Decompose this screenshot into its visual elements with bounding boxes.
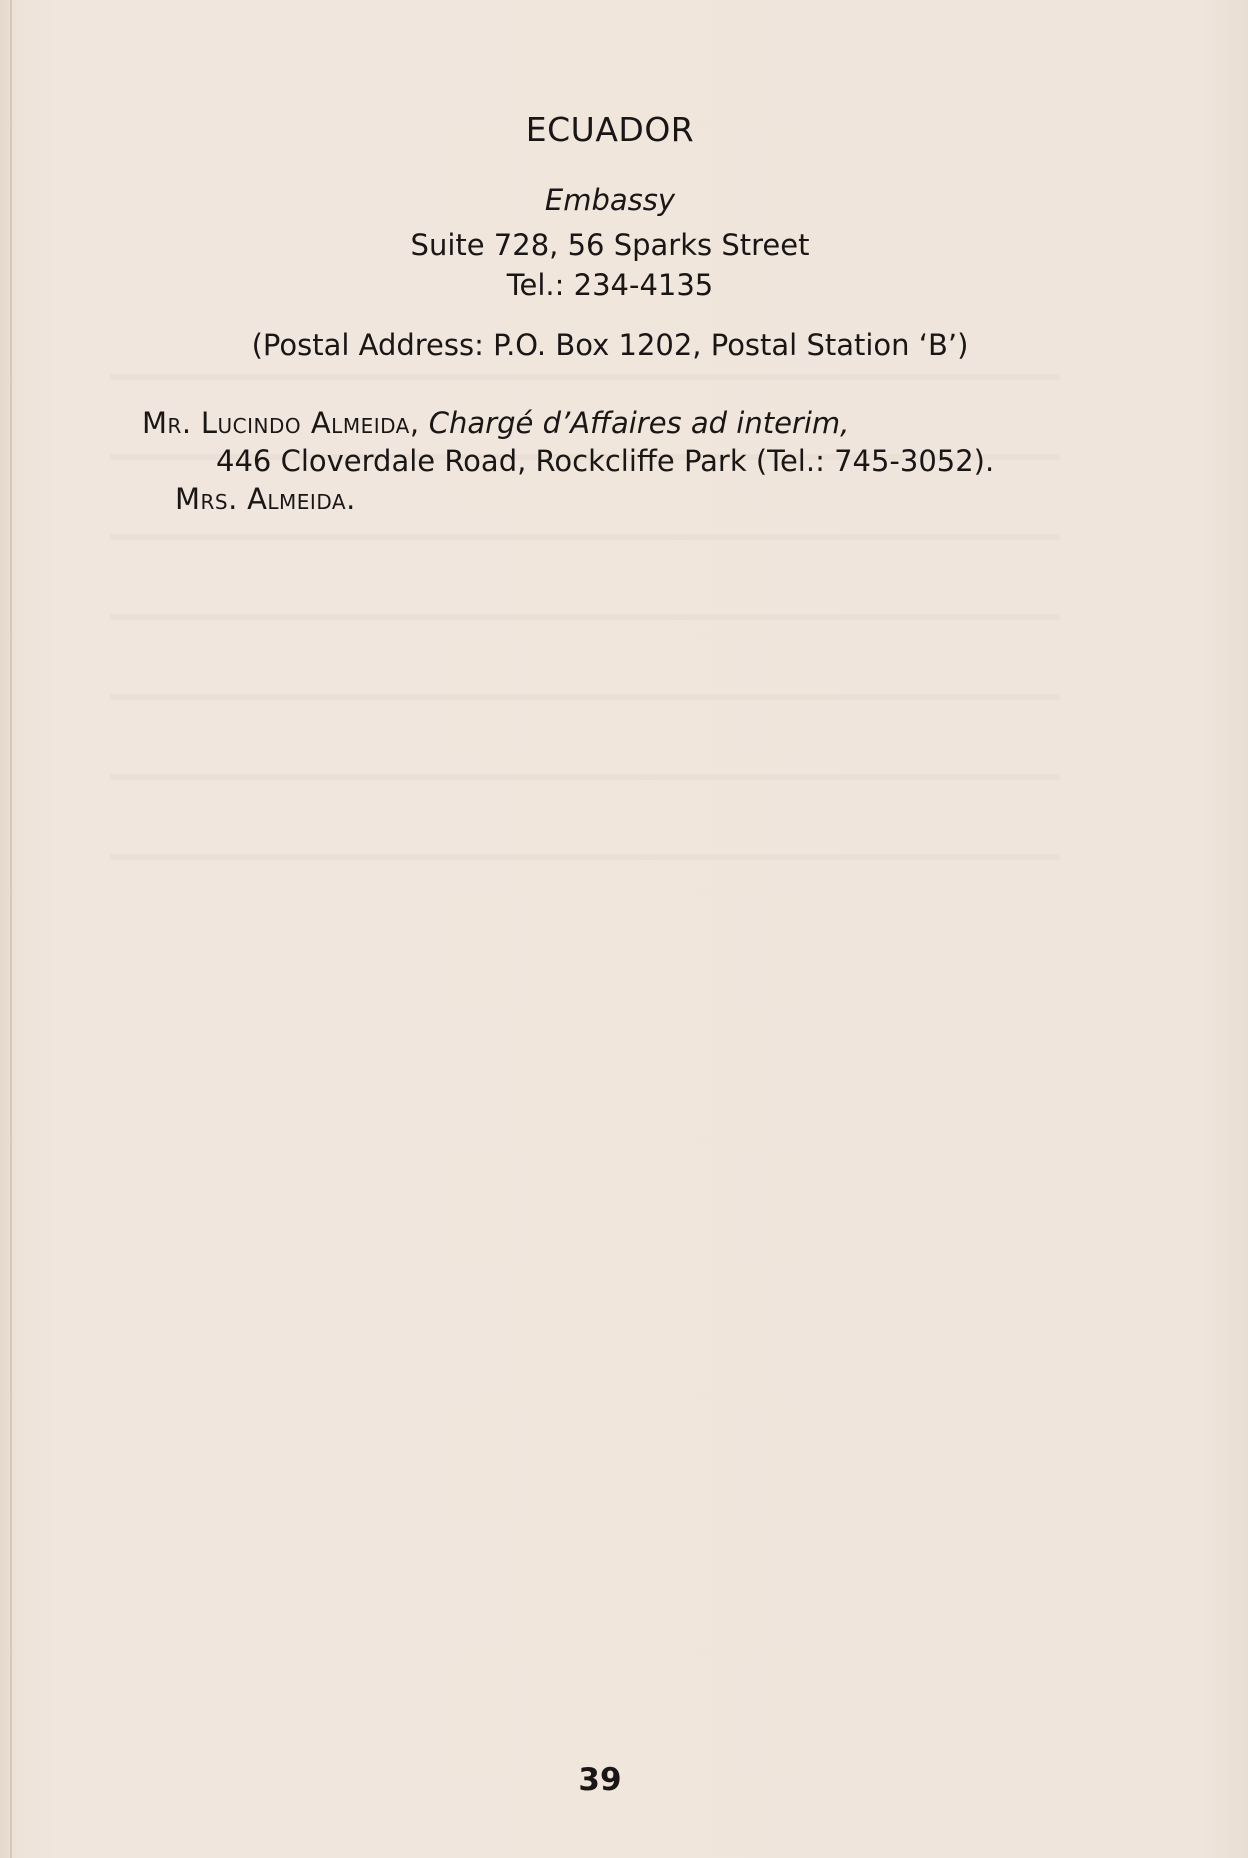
entry-title: Mrs. xyxy=(175,482,238,516)
entry-name: Lucindo Almeida, xyxy=(200,406,420,440)
embassy-telephone: Tel.: 234-4135 xyxy=(506,268,714,302)
personnel-entry xyxy=(175,480,1090,518)
entry-name: Almeida. xyxy=(247,482,356,516)
personnel-entry xyxy=(142,404,1057,480)
entry-detail: 446 Cloverdale Road, Rockcliffe Park (Tel.: 745-3052). xyxy=(216,444,995,478)
entry-role: Chargé d’Affaires ad interim, xyxy=(428,406,850,440)
mission-type: Embassy xyxy=(544,183,676,217)
country-heading: ECUADOR xyxy=(525,110,695,149)
postal-address: (Postal Address: P.O. Box 1202, Postal Station ‘B’) xyxy=(251,328,969,362)
embassy-address: Suite 728, 56 Sparks Street xyxy=(410,228,810,262)
entry-title: Mr. xyxy=(142,406,192,440)
page-number: 39 xyxy=(578,1762,622,1798)
